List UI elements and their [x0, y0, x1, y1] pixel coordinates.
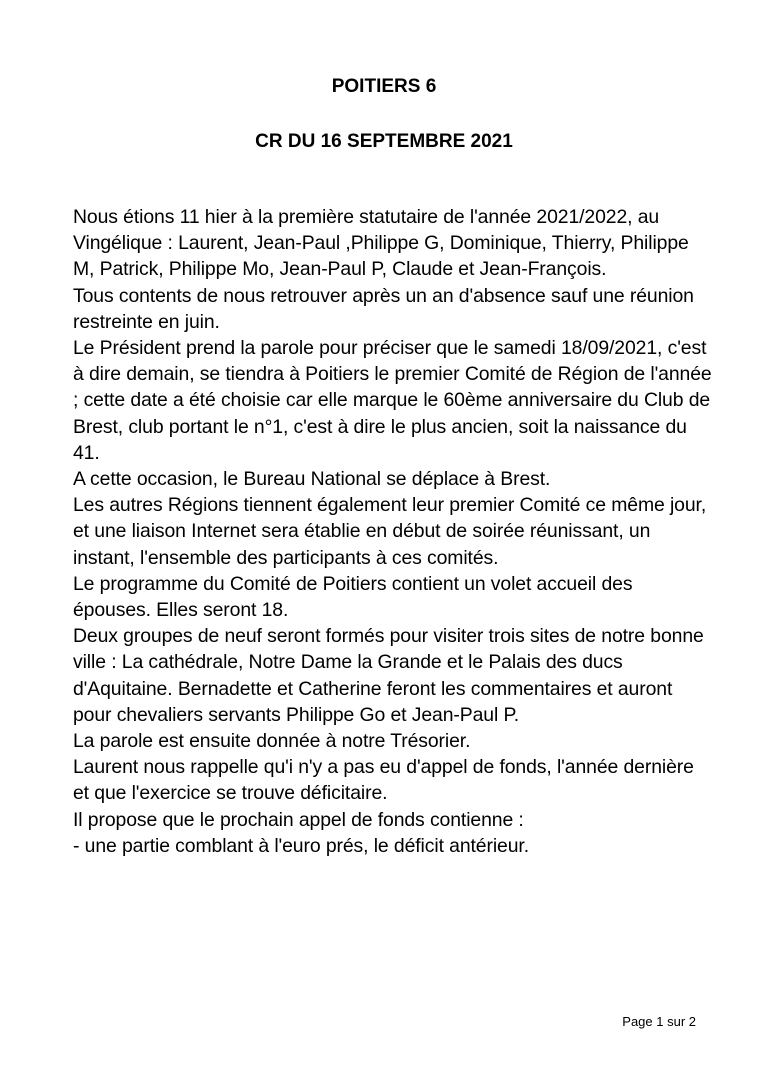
paragraph: Laurent nous rappelle qu'i n'y a pas eu d'appel de fonds, l'année dernière et que l'exercice se trouve déficitaire. [73, 756, 694, 805]
paragraph: Le programme du Comité de Poitiers contient un volet accueil des épouses. Elles seront 18. [73, 572, 633, 622]
document-subtitle: CR DU 16 SEPTEMBRE 2021 [255, 131, 513, 152]
page-number: Page 1 sur 2 [622, 1014, 696, 1029]
paragraph: Nous étions 11 hier à la première statutaire de l'année 2021/2022, au Vingélique : Laurent, Jean-Paul ,Philippe G, Dominique, Thierry, Philippe M, Patrick, Philippe Mo, Jean-Paul P, Claude et Jean-François. [73, 206, 689, 281]
paragraph: Il propose que le prochain appel de fonds contienne : [73, 808, 524, 831]
document-body [73, 204, 713, 859]
document-title: POITIERS 6 [331, 76, 437, 97]
paragraph: Le Président prend la parole pour préciser que le samedi 18/09/2021, c'est à dire demain, se tiendra à Poitiers le premier Comité de Région de l'année ; cette date a été choisie car elle marque le 60ème anniversaire du Club de Brest, club portant le n°1, c'est à dire le plus ancien, soit la naissance du 41. [73, 337, 712, 464]
paragraph: Deux groupes de neuf seront formés pour visiter trois sites de notre bonne ville : La cathédrale, Notre Dame la Grande et le Palais des ducs d'Aquitaine. Bernadette et Catherine feront les commentaires et auront pour chevaliers servants Philippe Go et Jean-Paul P. [73, 625, 704, 726]
paragraph: Tous contents de nous retrouver après un an d'absence sauf une réunion restreinte en juin. [73, 284, 694, 333]
paragraph: La parole est ensuite donnée à notre Trésorier. [73, 730, 471, 753]
paragraph: - une partie comblant à l'euro prés, le déficit antérieur. [73, 834, 529, 857]
paragraph: Les autres Régions tiennent également leur premier Comité ce même jour, et une liaison Internet sera établie en début de soirée réunissant, un instant, l'ensemble des participants à ces comités. [73, 494, 707, 569]
paragraph: A cette occasion, le Bureau National se déplace à Brest. [73, 468, 551, 491]
